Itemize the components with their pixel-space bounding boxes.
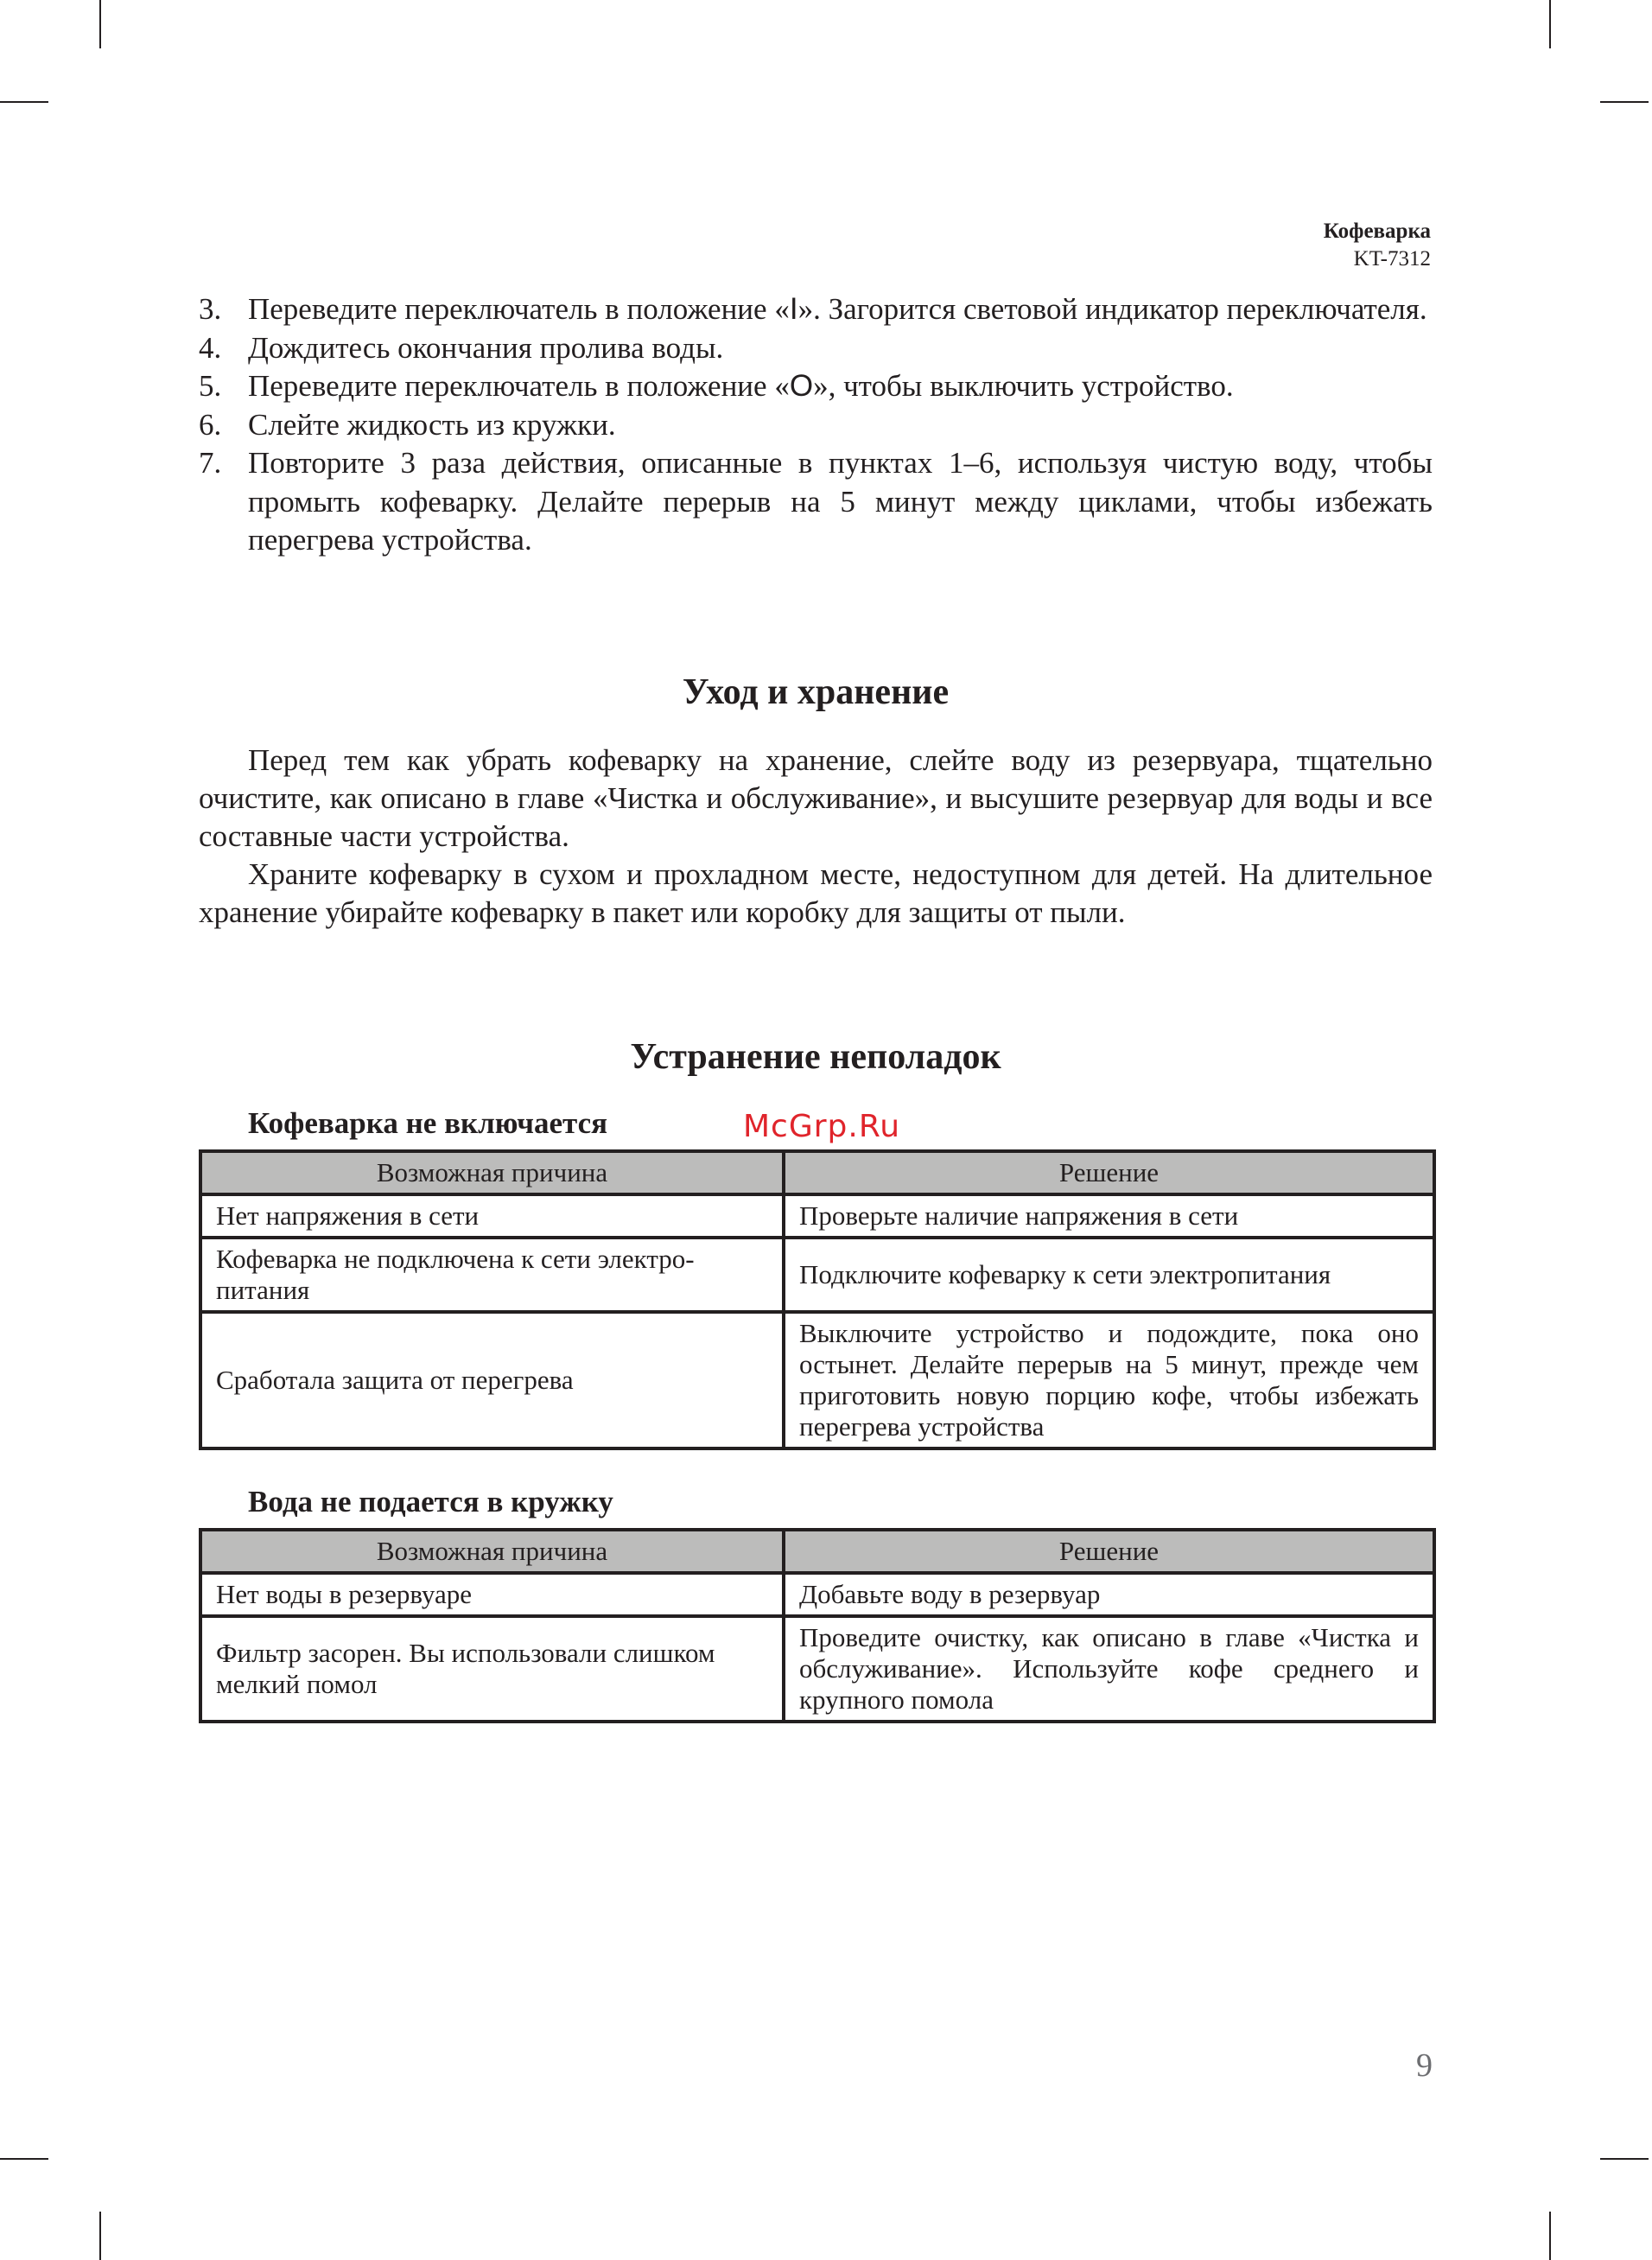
troubleshooting-table — [199, 1149, 1436, 1450]
watermark-text: McGrp.Ru — [743, 1109, 901, 1144]
crop-mark — [0, 101, 48, 103]
crop-mark — [1549, 0, 1551, 48]
table-row — [200, 1616, 1434, 1722]
list-item — [199, 367, 1433, 406]
switch-off-glyph: O — [789, 369, 814, 403]
cause-cell: Кофеварка не подключена к сети электропитания — [200, 1238, 784, 1312]
list-item — [199, 290, 1433, 329]
step-number: 4. — [199, 330, 222, 365]
cause-cell: Нет воды в резервуаре — [200, 1573, 784, 1616]
solution-cell: Подключите кофеварку к сети электропитания — [784, 1238, 1434, 1312]
crop-mark — [0, 2158, 48, 2160]
crop-mark — [1600, 101, 1649, 103]
column-header-solution: Решение — [784, 1530, 1434, 1573]
table-header-row — [200, 1151, 1434, 1194]
crop-mark — [1600, 2158, 1649, 2160]
crop-mark — [1549, 2212, 1551, 2260]
list-item — [199, 406, 1433, 445]
page-content — [199, 290, 1433, 1723]
problem-heading: Вода не подается в кружку — [248, 1484, 613, 1518]
column-header-cause: Возможная причина — [200, 1530, 784, 1573]
table-row — [200, 1238, 1434, 1312]
problem-heading: Кофеварка не включается — [248, 1105, 608, 1140]
header-model: KT-7312 — [1353, 247, 1431, 271]
crop-mark — [99, 0, 101, 48]
cause-cell: Сработала защита от перегрева — [200, 1312, 784, 1448]
step-text: Переведите переключатель в положение « — [248, 369, 790, 403]
care-section — [199, 742, 1433, 932]
instruction-steps — [199, 290, 1433, 560]
table-header-row — [200, 1530, 1434, 1573]
column-header-solution: Решение — [784, 1151, 1434, 1194]
table-row — [200, 1573, 1434, 1616]
solution-cell: Добавьте воду в резервуар — [784, 1573, 1434, 1616]
troubleshooting-heading: Устранение неполадок — [630, 1036, 1001, 1077]
page-number: 9 — [1416, 2047, 1433, 2084]
crop-mark — [99, 2212, 101, 2260]
cause-cell: Нет напряжения в сети — [200, 1194, 784, 1238]
switch-on-glyph: I — [789, 292, 798, 326]
solution-cell: Выключите устройство и подождите, пока оно остынет. Делайте перерыв на 5 минут, прежде чем приготовить новую порцию кофе, чтобы избежать перегрева устройства — [784, 1312, 1434, 1448]
care-paragraph: Храните кофеварку в сухом и прохладном месте, недоступном для детей. На длительное хранение убирайте кофеварку в пакет или коробку для защиты от пыли. — [199, 856, 1433, 929]
care-paragraph: Перед тем как убрать кофеварку на хранение, слейте воду из резервуара, тщательно очистите, как описано в главе «Чистка и обслуживание», и высушите резервуар для воды и все составные части устройства. — [199, 742, 1433, 853]
list-item — [199, 444, 1433, 560]
troubleshooting-table — [199, 1528, 1436, 1723]
care-heading: Уход и хранение — [682, 672, 950, 712]
solution-cell: Проведите очистку, как описано в главе «Чистка и обслуживание». Используйте кофе среднего и крупного помола — [784, 1616, 1434, 1722]
step-text: Дождитесь окончания пролива воды. — [248, 330, 724, 365]
step-text: ». Загорится световой индикатор переключателя. — [797, 292, 1427, 326]
cause-cell: Фильтр засорен. Вы использовали слишком мелкий помол — [200, 1616, 784, 1722]
table-row — [200, 1312, 1434, 1448]
step-number: 7. — [199, 446, 222, 480]
step-text: », чтобы выключить устройство. — [813, 369, 1234, 403]
list-item — [199, 329, 1433, 368]
step-text: Повторите 3 раза действия, описанные в пунктах 1–6, используя чистую воду, чтобы промыть кофеварку. Делайте перерыв на 5 минут между циклами, чтобы избежать перегрева устройства. — [248, 446, 1433, 557]
column-header-cause: Возможная причина — [200, 1151, 784, 1194]
header-product: Кофеварка — [1323, 220, 1431, 243]
step-number: 3. — [199, 292, 222, 326]
step-text: Переведите переключатель в положение « — [248, 292, 790, 326]
solution-cell: Проверьте наличие напряжения в сети — [784, 1194, 1434, 1238]
step-text: Слейте жидкость из кружки. — [248, 407, 616, 442]
running-header — [1324, 218, 1431, 273]
step-number: 6. — [199, 407, 222, 442]
table-row — [200, 1194, 1434, 1238]
step-number: 5. — [199, 369, 222, 403]
